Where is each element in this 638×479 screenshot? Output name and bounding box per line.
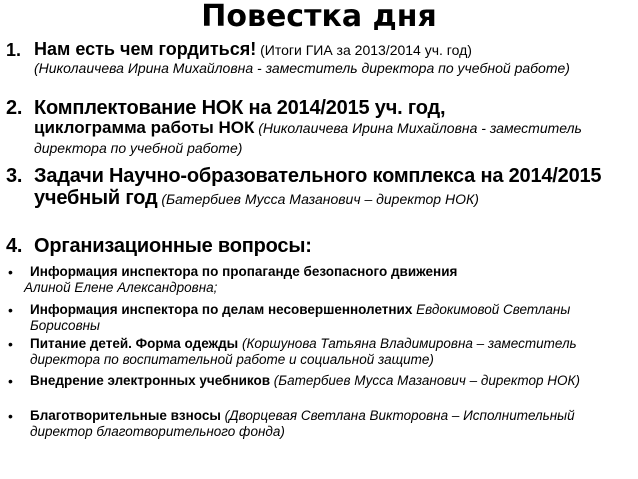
bullet-body [24, 264, 634, 296]
bullet-bold: Информация инспектора по пропаганде безопасного движения [30, 264, 458, 279]
agenda-item-3 [6, 166, 632, 232]
item-heading: Комплектование НОК на 2014/2015 уч. год, [34, 97, 446, 119]
item-heading: Нам есть чем гордиться! [34, 39, 257, 59]
list-item [0, 264, 638, 300]
bullet-marker: • [8, 336, 13, 352]
bullet-body [30, 373, 634, 389]
bullet-italic: Алиной Елене Александровна; [24, 280, 218, 295]
item-number: 4. [6, 235, 23, 257]
bullet-marker: • [8, 264, 13, 280]
agenda-item-4 [6, 236, 632, 260]
list-item [0, 302, 638, 338]
bullet-body [30, 336, 634, 368]
item-subline [34, 118, 632, 159]
bullet-bold: Благотворительные взносы [30, 408, 225, 423]
item-body [34, 40, 632, 76]
bullet-body [30, 302, 634, 334]
bullet-bold: Информация инспектора по делам несовершеннолетних [30, 302, 417, 317]
bullet-bold: Питание детей. Форма одежды [30, 336, 242, 351]
item-number: 2. [6, 97, 23, 119]
bullet-italic: Евдокимовой Светланы Борисовны [30, 302, 571, 333]
bullet-bold: Внедрение электронных учебников [30, 373, 274, 388]
list-item [0, 408, 638, 444]
bullet-marker: • [8, 373, 13, 389]
list-item [0, 373, 638, 409]
item-heading: Задачи Научно-образовательного комплекса на 2014/2015 учебный год [34, 165, 602, 209]
page-title: Повестка дня [201, 0, 437, 34]
item-heading: Организационные вопросы: [34, 235, 312, 257]
item-person: (Николаичева Ирина Михайловна - заместитель директора по учебной работе) [34, 60, 570, 76]
item-heading-line [34, 40, 632, 61]
list-item [0, 336, 638, 372]
item-number: 3. [6, 165, 23, 187]
bullet-marker: • [8, 408, 13, 424]
item-body [34, 236, 632, 256]
item-person: (Николаичева Ирина Михайловна - заместитель директора по учебной работе) [34, 120, 582, 156]
item-body [34, 98, 632, 159]
bullet-body [30, 408, 634, 440]
item-note: (Итоги ГИА за 2013/2014 уч. год) [256, 42, 472, 58]
bullet-italic: (Коршунова Татьяна Владимировна – заместитель директора по воспитательной работе и социальной защите) [30, 336, 577, 367]
bullet-italic: (Дворцевая Светлана Викторовна – Исполнительный директор благотворительного фонда) [30, 408, 575, 439]
bullet-italic: (Батербиев Мусса Мазанович – директор НОК) [273, 373, 580, 388]
bullet-marker: • [8, 302, 13, 318]
agenda-item-1 [6, 40, 632, 98]
item-number: 1. [6, 40, 22, 60]
item-person: (Батербиев Мусса Мазанович – директор НОК) [157, 191, 479, 207]
agenda-item-2 [6, 98, 632, 160]
item-body [34, 166, 632, 210]
item-heading-2: циклограмма работы НОК [34, 118, 255, 137]
